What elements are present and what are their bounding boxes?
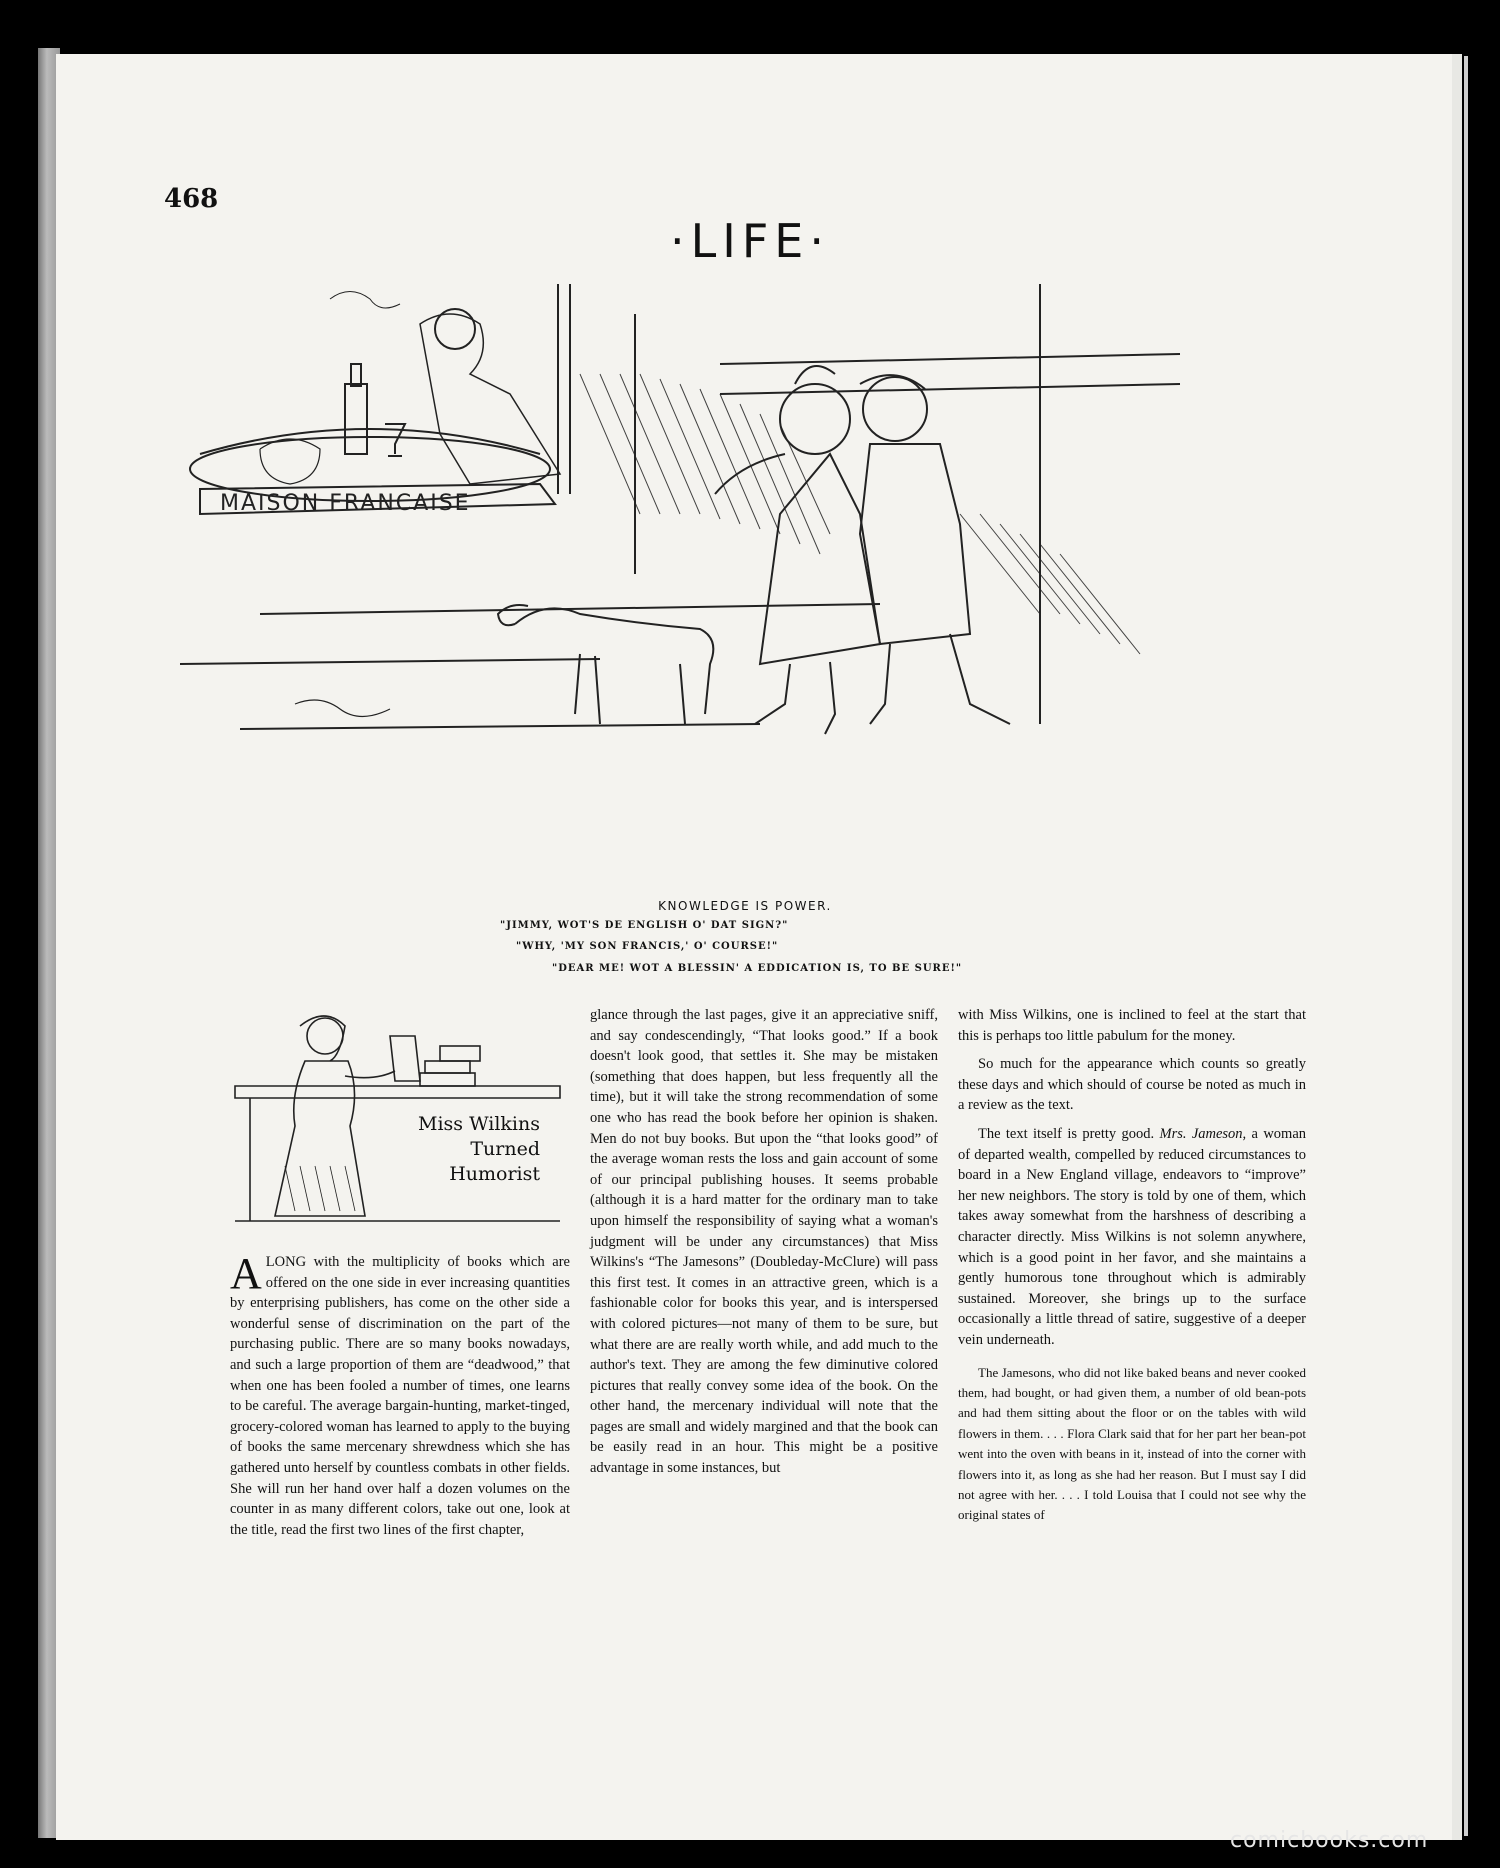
col3-p3-italic: Mrs. Jameson, [1159,1125,1247,1142]
heading-line-2: Turned [470,1138,540,1161]
article-column-2 [590,1005,938,1479]
article-heading [380,1112,540,1187]
masthead-title: ·LIFE· [670,214,830,268]
drop-cap: A [230,1249,262,1298]
col1-paragraph [230,1249,570,1540]
cartoon-illustration [180,284,1190,884]
article-column-1 [230,1249,570,1540]
col1-text: LONG with the multiplicity of books which are offered on the one side in ever increasing quantities by enterprising publishers, has come on the other side a wonderful sense of discrimination on the part of the purchasing public. There are so many books nowadays, and such a large proportion of them are “deadwood,” that when one has been fooled a number of times, one learns to be careful. The average bargain-hunting, market-tinged, grocery-colored woman has learned to apply to the buying of books the same mercenary shrewdness which she has gathered unto herself by countless combats in other fields. She will run her hand over half a dozen volumes on the counter in as many different colors, take out one, look at the title, read the first two lines of the first chapter, [230,1254,570,1538]
cartoon-title: KNOWLEDGE IS POWER. [658,899,832,913]
cartoon-caption-line-2: "WHY, 'MY SON FRANCIS,' O' COURSE!" [516,941,779,952]
col2-text: glance through the last pages, give it an appreciative sniff, and say condescendingly, “That looks good.” If a book doesn't look good, that settles it. She may be mistaken (something that does happen, but less frequently all the time), but it will take the strong recommendation of some one who has read the book before her opinion is shaken. Men do not buy books. But upon the “that looks good” of the average woman rests the loss and gain account of some of our principal publishing houses. It seems probable (although it is a hard matter for the ordinary man to take upon himself the responsibility of saying what a woman's judgment will be under any circumstances) that Miss Wilkins's “The Jamesons” (Doubleday-McClure) will pass this first test. It comes in an attractive green, which is a fashionable color for books this year, and is interspersed with colored pictures—not many of them to be sure, but what there are are really worth while, and add much to the author's text. They are among the few diminutive colored pictures that really convey some idea of the book. On the other hand, the mercenary individual will note that the pages are small and widely margined and that the book can be easily read in an hour. This might be a positive advantage in some instances, but [590,1007,938,1477]
col3-p3-start: The text itself is pretty good. [978,1125,1160,1142]
page-edge [1452,54,1462,1840]
heading-line-1: Miss Wilkins [418,1113,540,1135]
watermark: comicbooks.com [1230,1828,1429,1853]
col3-paragraph-1: with Miss Wilkins, one is inclined to feel at the start that this is perhaps too little pabulum for the money. [958,1007,1306,1044]
col3-paragraph-3 [958,1124,1306,1351]
heading-line-3: Humorist [449,1163,540,1186]
cartoon-sign: MAISON FRANCAISE [220,491,471,516]
cartoon-caption-line-1: "JIMMY, WOT'S DE ENGLISH O' DAT SIGN?" [500,920,789,931]
col3-paragraph-2: So much for the appearance which counts so greatly these days and which should of course be noted as much in a review as the text. [958,1056,1306,1114]
page-number: 468 [164,184,219,214]
article-column-3 [958,1005,1306,1526]
col3-p3-end: a woman of departed wealth, compelled by reduced circumstances to board in a New England village, endeavors to “improve” her new neighbors. The story is told by one of them, which takes away somewhat from the harshness of describing a character directly. Miss Wilkins is not solemn anywhere, which is a good point in her favor, and she maintains a gently humorous tone throughout which is admirably sustained. Moreover, she brings up to the surface occasionally a little thread of satire, suggestive of a deeper vein underneath. [958,1125,1307,1348]
cartoon-caption-line-3: "DEAR ME! WOT A BLESSIN' A EDDICATION IS, TO BE SURE!" [552,963,963,974]
col3-quoted-excerpt: The Jamesons, who did not like baked beans and never cooked them, had bought, or had given them, a number of old bean-pots and had them sitting about the floor or on the tables with wild flowers in them. . . . Flora Clark said that for her part her bean-pot went into the oven with beans in it, instead of into the corner with flowers into it, as long as she had her reason. But I must say I did not agree with her. . . . I told Louisa that I could not see why the original states of [958,1364,1306,1523]
page-gutter-rule [1464,56,1468,1836]
